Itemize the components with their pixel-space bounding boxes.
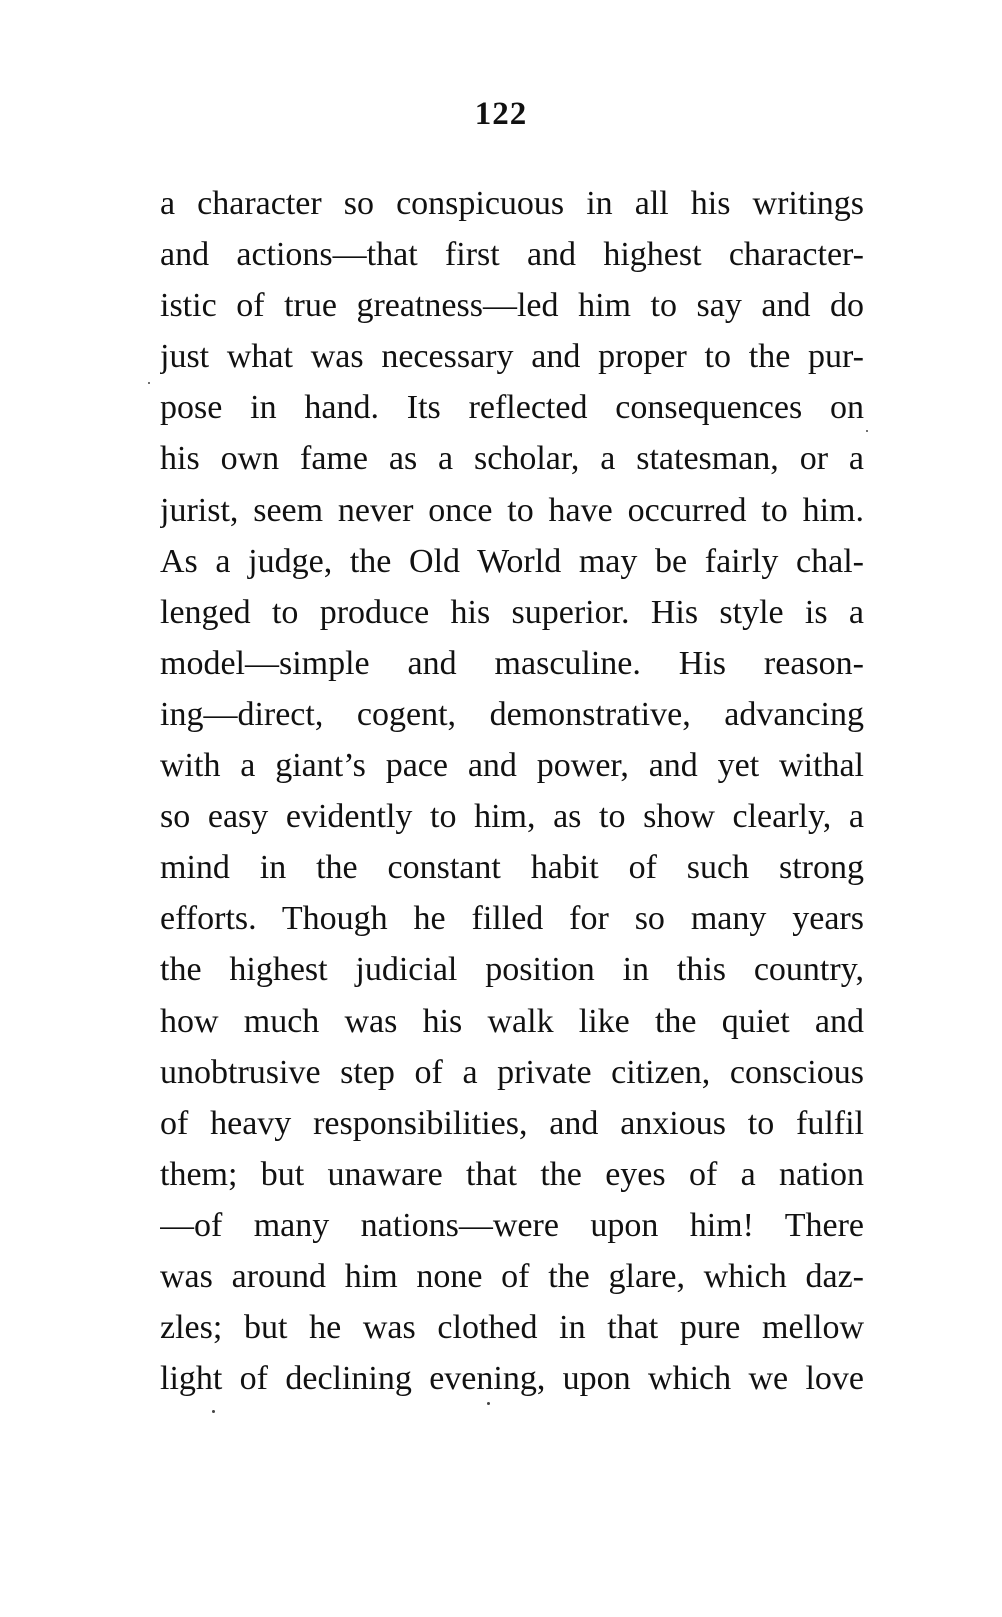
text-line: efforts. Though he filled for so many years [160, 900, 864, 938]
text-line: unobtrusive step of a private citizen, conscious [160, 1053, 864, 1091]
text-line: of heavy responsibilities, and anxious to fulfil [160, 1104, 864, 1142]
text-line: jurist, seem never once to have occurred to him. [160, 491, 864, 529]
text-line: them; but unaware that the eyes of a nation [160, 1155, 864, 1193]
body-text [160, 178, 864, 1404]
text-line: ing—direct, cogent, demonstrative, advancing [160, 695, 864, 733]
text-line: lenged to produce his superior. His style is a [160, 593, 864, 631]
text-line: As a judge, the Old World may be fairly chal- [160, 542, 864, 580]
page-number: 122 [474, 96, 528, 132]
text-line: mind in the constant habit of such strong [160, 849, 864, 887]
text-line: was around him none of the glare, which daz- [160, 1257, 864, 1295]
text-line: istic of true greatness—led him to say and do [160, 287, 864, 325]
text-line: model—simple and masculine. His reason- [160, 644, 864, 682]
text-line: light of declining evening, upon which we love [160, 1360, 864, 1398]
text-line: how much was his walk like the quiet and [160, 1002, 864, 1040]
text-line: the highest judicial position in this country, [160, 951, 864, 989]
text-line: —of many nations—were upon him! There [160, 1206, 864, 1244]
text-line: pose in hand. Its reflected consequences on [160, 389, 864, 427]
text-line: just what was necessary and proper to the pur- [160, 338, 864, 376]
text-line: zles; but he was clothed in that pure mellow [160, 1309, 864, 1347]
text-line: and actions—that first and highest character- [160, 236, 864, 274]
text-line: his own fame as a scholar, a statesman, or a [160, 440, 864, 478]
text-line: a character so conspicuous in all his writings [160, 185, 864, 222]
text-line: with a giant’s pace and power, and yet withal [160, 747, 864, 785]
text-line: so easy evidently to him, as to show clearly, a [160, 798, 864, 836]
print-speck [212, 1410, 215, 1413]
print-speck [487, 1402, 490, 1405]
print-speck [148, 382, 150, 384]
print-speck [866, 430, 868, 432]
